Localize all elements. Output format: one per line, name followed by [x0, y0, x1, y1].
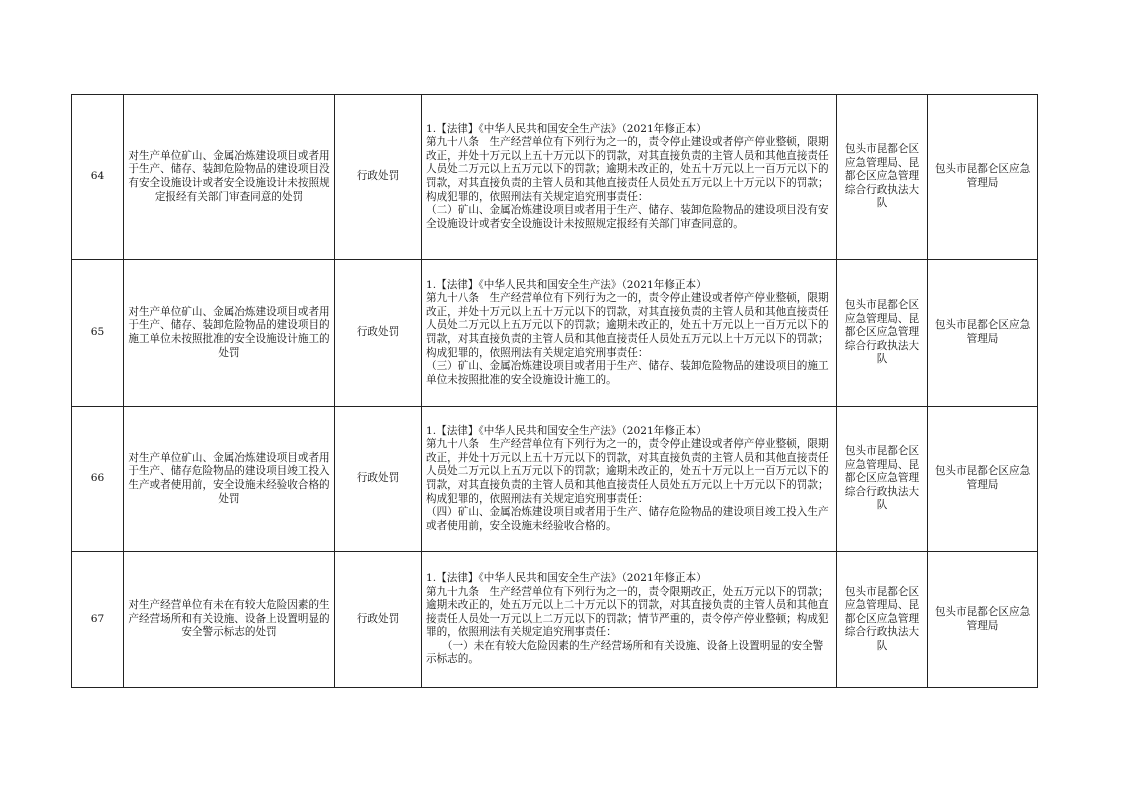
implementing-body: 包头市昆都仑区应急管理局、昆都仑区应急管理综合行政执法大队	[837, 95, 928, 260]
basis-line: 第九十八条 生产经营单位有下列行为之一的，责令停止建设或者停产停业整顿，限期改正，并处十万元以上五十万元以下的罚款，对其直接负责的主管人员和其他直接责任人员处二万元以上五万元以下的罚款；逾期未改正的，处五十万元以上一百万元以下的罚款，对其直接负责的主管人员和其他直接责任人员处五万元以上十万元以下的罚款；构成犯罪的，依照刑法有关规定追究刑事责任：	[426, 292, 829, 359]
table-row	[72, 260, 1038, 407]
item-type: 行政处罚	[335, 260, 422, 407]
item-type: 行政处罚	[335, 552, 422, 688]
basis-line: （四）矿山、金属冶炼建设项目或者用于生产、储存危险物品的建设项目竣工投入生产或者使用前，安全设施未经验收合格的。	[426, 506, 829, 532]
basis-line: 第九十八条 生产经营单位有下列行为之一的，责令停止建设或者停产停业整顿，限期改正，并处十万元以上五十万元以下的罚款，对其直接负责的主管人员和其他直接责任人员处二万元以上五万元以下的罚款；逾期未改正的，处五十万元以上一百万元以下的罚款，对其直接负责的主管人员和其他直接责任人员处五万元以上十万元以下的罚款；构成犯罪的，依照刑法有关规定追究刑事责任：	[426, 438, 829, 505]
legal-basis	[422, 407, 837, 552]
basis-line: 1.【法律】《中华人民共和国安全生产法》（2021年修正本）	[426, 122, 707, 135]
basis-line: 第九十八条 生产经营单位有下列行为之一的，责令停止建设或者停产停业整顿，限期改正，并处十万元以上五十万元以下的罚款，对其直接负责的主管人员和其他直接责任人员处二万元以上五万元以下的罚款；逾期未改正的，处五十万元以上一百万元以下的罚款，对其直接负责的主管人员和其他直接责任人员处五万元以上十万元以下的罚款；构成犯罪的，依照刑法有关规定追究刑事责任：	[426, 136, 829, 203]
basis-line: 1.【法律】《中华人民共和国安全生产法》（2021年修正本）	[426, 571, 707, 584]
legal-basis	[422, 260, 837, 407]
responsible-body: 包头市昆都仑区应急管理局	[928, 95, 1038, 260]
implementing-body: 包头市昆都仑区应急管理局、昆都仑区应急管理综合行政执法大队	[837, 407, 928, 552]
penalty-items-table	[71, 94, 1038, 688]
table-row	[72, 552, 1038, 688]
basis-line: 1.【法律】《中华人民共和国安全生产法》（2021年修正本）	[426, 424, 707, 437]
item-name: 对生产经营单位有未在有较大危险因素的生产经营场所和有关设施、设备上设置明显的安全警示标志的处罚	[124, 552, 335, 688]
item-name: 对生产单位矿山、金属冶炼建设项目或者用于生产、储存、装卸危险物品的建设项目没有安全设施设计或者安全设施设计未按照规定报经有关部门审查同意的处罚	[124, 95, 335, 260]
legal-basis	[422, 552, 837, 688]
item-type: 行政处罚	[335, 95, 422, 260]
row-number: 65	[72, 260, 124, 407]
responsible-body: 包头市昆都仑区应急管理局	[928, 552, 1038, 688]
responsible-body: 包头市昆都仑区应急管理局	[928, 407, 1038, 552]
basis-line: （三）矿山、金属冶炼建设项目或者用于生产、储存、装卸危险物品的建设项目的施工单位未按照批准的安全设施设计施工的。	[426, 360, 829, 386]
row-number: 67	[72, 552, 124, 688]
legal-basis	[422, 95, 837, 260]
table-row	[72, 95, 1038, 260]
responsible-body: 包头市昆都仑区应急管理局	[928, 260, 1038, 407]
implementing-body: 包头市昆都仑区应急管理局、昆都仑区应急管理综合行政执法大队	[837, 552, 928, 688]
item-name: 对生产单位矿山、金属冶炼建设项目或者用于生产、储存、装卸危险物品的建设项目的施工单位未按照批准的安全设施设计施工的处罚	[124, 260, 335, 407]
basis-line: 1.【法律】《中华人民共和国安全生产法》（2021年修正本）	[426, 278, 707, 291]
row-number: 64	[72, 95, 124, 260]
basis-line: （一）未在有较大危险因素的生产经营场所和有关设施、设备上设置明显的安全警示标志的。	[426, 639, 824, 666]
row-number: 66	[72, 407, 124, 552]
table-row	[72, 407, 1038, 552]
basis-line: （二）矿山、金属冶炼建设项目或者用于生产、储存、装卸危险物品的建设项目没有安全设施设计或者安全设施设计未按照规定报经有关部门审查同意的。	[426, 204, 829, 230]
basis-line: 第九十九条 生产经营单位有下列行为之一的，责令限期改正，处五万元以下的罚款；逾期未改正的，处五万元以上二十万元以下的罚款，对其直接负责的主管人员和其他直接责任人员处一万元以上二万元以下的罚款；情节严重的，责令停产停业整顿；构成犯罪的，依照刑法有关规定追究刑事责任：	[426, 585, 829, 639]
item-name: 对生产单位矿山、金属冶炼建设项目或者用于生产、储存危险物品的建设项目竣工投入生产或者使用前，安全设施未经验收合格的处罚	[124, 407, 335, 552]
item-type: 行政处罚	[335, 407, 422, 552]
implementing-body: 包头市昆都仑区应急管理局、昆都仑区应急管理综合行政执法大队	[837, 260, 928, 407]
